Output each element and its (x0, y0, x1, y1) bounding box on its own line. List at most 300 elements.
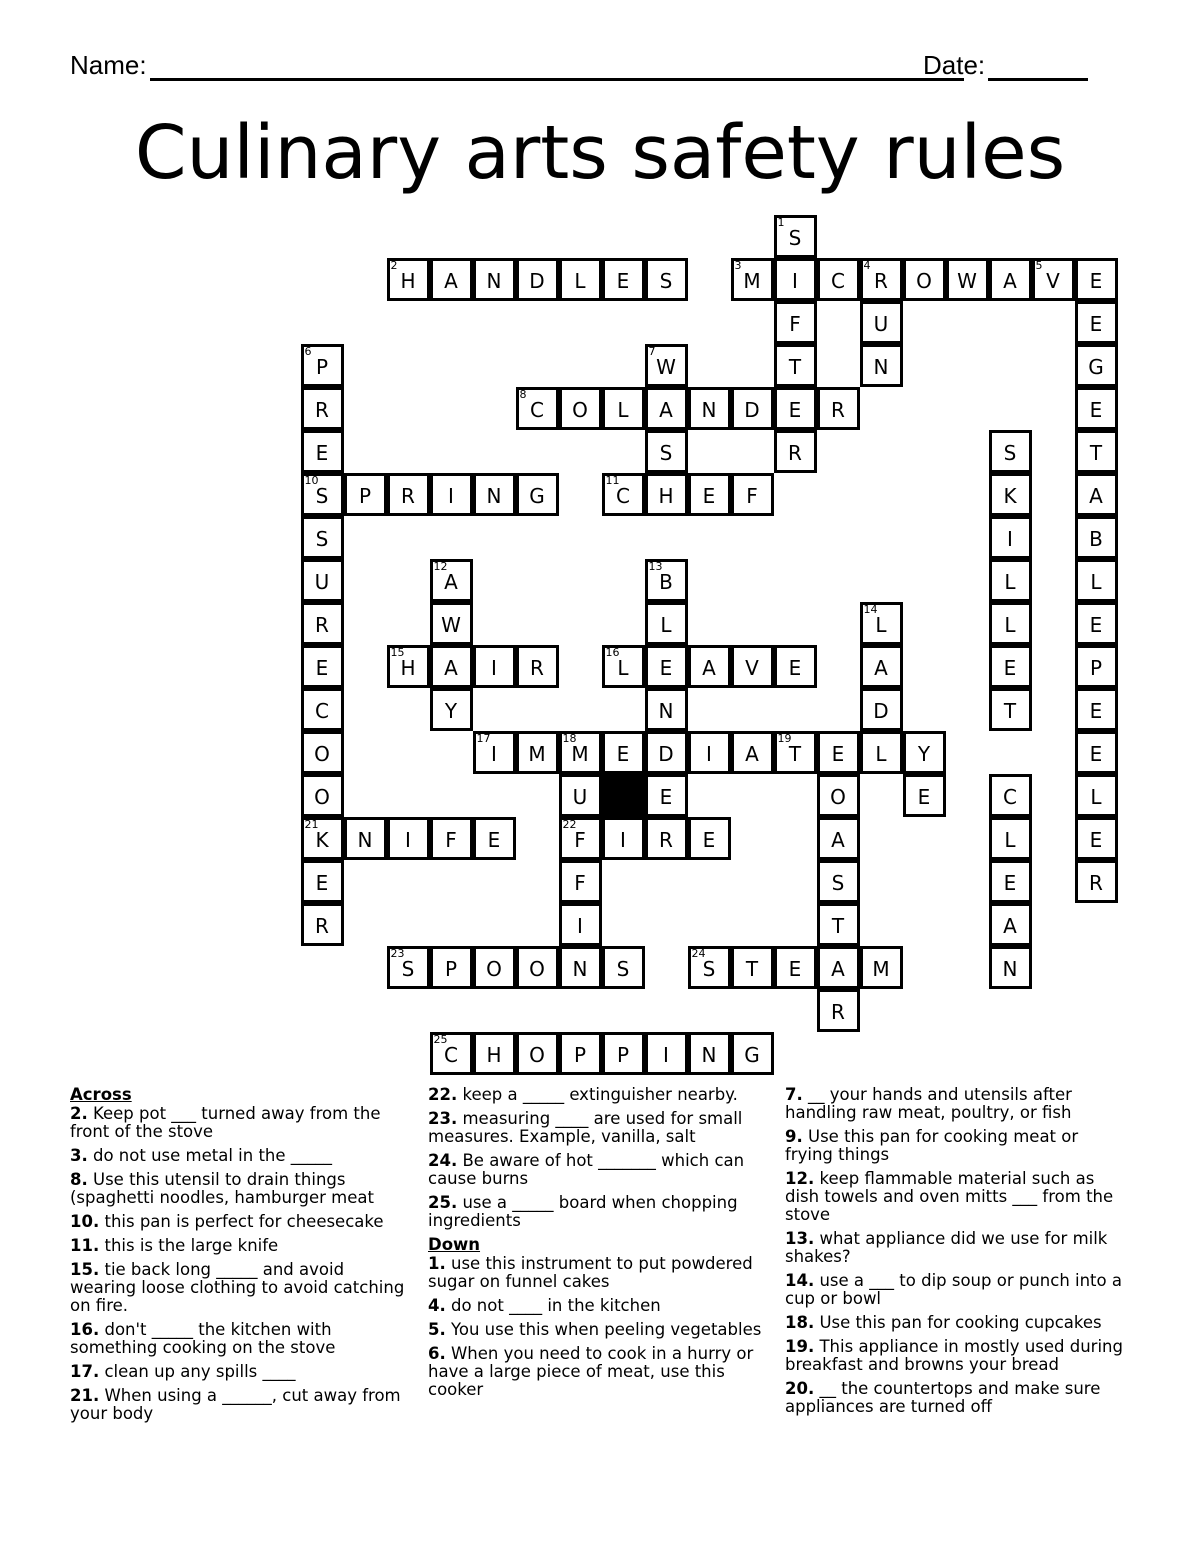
clue-item-text: what appliance did we use for milk shakes? (785, 1229, 1108, 1266)
grid-cell[interactable] (731, 1032, 774, 1075)
cell-letter: W (441, 612, 461, 637)
clue-number: 6 (304, 344, 312, 358)
grid-cell[interactable] (1075, 430, 1118, 473)
grid-cell[interactable] (817, 946, 860, 989)
cell-letter: D (658, 741, 674, 766)
grid-cell[interactable] (301, 473, 344, 516)
cell-letter: N (658, 698, 674, 723)
clue-number: 5 (1035, 258, 1043, 272)
grid-cell[interactable] (946, 258, 989, 301)
grid-cell[interactable] (430, 688, 473, 731)
grid-cell[interactable] (1075, 387, 1118, 430)
grid-cell[interactable] (516, 473, 559, 516)
clue-item (785, 1170, 1125, 1224)
cell-letter: E (1003, 870, 1017, 895)
grid-cell[interactable] (1075, 301, 1118, 344)
grid-cell[interactable] (989, 258, 1032, 301)
cell-letter: F (746, 483, 758, 508)
cell-letter: U (314, 569, 330, 594)
cell-letter: L (875, 741, 887, 766)
cell-letter: N (572, 956, 588, 981)
grid-cell[interactable] (602, 1032, 645, 1075)
grid-cell[interactable] (473, 946, 516, 989)
grid-cell[interactable] (301, 688, 344, 731)
grid-cell[interactable] (301, 559, 344, 602)
grid-cell[interactable] (989, 516, 1032, 559)
grid-cell[interactable] (301, 860, 344, 903)
cell-letter: M (872, 956, 890, 981)
cell-letter: L (1004, 612, 1016, 637)
grid-cell[interactable] (1075, 258, 1118, 301)
clue-item (70, 1321, 415, 1357)
grid-cell[interactable] (387, 817, 430, 860)
grid-cell[interactable] (516, 1032, 559, 1075)
cell-letter: T (831, 913, 845, 938)
cell-letter: T (788, 741, 802, 766)
grid-cell[interactable] (645, 258, 688, 301)
grid-cell[interactable] (774, 430, 817, 473)
grid-cell[interactable] (344, 817, 387, 860)
grid-cell[interactable] (860, 645, 903, 688)
cell-letter: P (358, 483, 372, 508)
clue-item (70, 1105, 415, 1141)
clue-item (428, 1345, 768, 1399)
cell-letter: N (701, 1042, 717, 1067)
cell-letter: A (702, 655, 716, 680)
clue-number: 19 (777, 731, 792, 745)
clue-number: 21 (304, 817, 319, 831)
grid-cell[interactable] (301, 387, 344, 430)
cell-letter: V (1046, 268, 1060, 293)
grid-cell[interactable] (774, 731, 817, 774)
cell-letter: A (659, 397, 673, 422)
clue-item-number: 16. (70, 1320, 100, 1339)
grid-cell[interactable] (645, 645, 688, 688)
grid-cell[interactable] (602, 387, 645, 430)
clue-item (428, 1152, 768, 1188)
cell-letter: N (701, 397, 717, 422)
cell-letter: L (1004, 569, 1016, 594)
grid-cell[interactable] (516, 258, 559, 301)
grid-cell[interactable] (559, 387, 602, 430)
cell-letter: A (831, 956, 845, 981)
grid-cell[interactable] (473, 258, 516, 301)
cell-letter: D (529, 268, 545, 293)
grid-cell[interactable] (1075, 559, 1118, 602)
grid-cell[interactable] (989, 430, 1032, 473)
grid-cell[interactable] (301, 774, 344, 817)
grid-cell[interactable] (602, 473, 645, 516)
clue-item-text: When using a ______, cut away from your body (70, 1386, 401, 1423)
grid-cell[interactable] (774, 344, 817, 387)
cell-letter: A (444, 655, 458, 680)
grid-cell[interactable] (860, 258, 903, 301)
clue-item (785, 1128, 1125, 1164)
grid-cell[interactable] (1075, 731, 1118, 774)
cell-letter: P (1089, 655, 1103, 680)
grid-cell[interactable] (1032, 258, 1075, 301)
clue-item (428, 1321, 768, 1339)
grid-cell[interactable] (387, 473, 430, 516)
grid-cell[interactable] (1075, 602, 1118, 645)
down-clue-list (428, 1255, 768, 1399)
grid-cell[interactable] (1075, 688, 1118, 731)
grid-cell[interactable] (860, 301, 903, 344)
grid-cell[interactable] (731, 258, 774, 301)
grid-cell[interactable] (989, 473, 1032, 516)
grid-cell[interactable] (473, 473, 516, 516)
grid-cell[interactable] (688, 387, 731, 430)
grid-cell[interactable] (301, 731, 344, 774)
grid-cell[interactable] (989, 688, 1032, 731)
clue-number: 12 (433, 559, 448, 573)
cell-letter: O (486, 956, 502, 981)
grid-cell[interactable] (731, 946, 774, 989)
clues-column-1 (70, 1086, 415, 1429)
grid-cell[interactable] (516, 645, 559, 688)
grid-cell[interactable] (559, 946, 602, 989)
grid-cell[interactable] (903, 731, 946, 774)
cell-letter: Y (917, 741, 931, 766)
cell-letter: U (572, 784, 588, 809)
grid-cell[interactable] (989, 602, 1032, 645)
cell-letter: M (528, 741, 546, 766)
grid-cell[interactable] (516, 731, 559, 774)
grid-cell[interactable] (989, 903, 1032, 946)
grid-cell[interactable] (645, 688, 688, 731)
grid-cell[interactable] (473, 645, 516, 688)
grid-cell[interactable] (817, 731, 860, 774)
clue-item-number: 3. (70, 1146, 88, 1165)
grid-cell[interactable] (559, 774, 602, 817)
clue-item-text: __ the countertops and make sure appliances are turned off (785, 1379, 1101, 1416)
cell-letter: I (1007, 526, 1013, 551)
cell-letter: R (788, 440, 802, 465)
grid-cell[interactable] (774, 258, 817, 301)
clue-item (70, 1171, 415, 1207)
grid-cell[interactable] (989, 946, 1032, 989)
grid-cell[interactable] (645, 387, 688, 430)
clue-item-number: 6. (428, 1344, 446, 1363)
cell-letter: S (401, 956, 415, 981)
clue-number: 8 (519, 387, 527, 401)
cell-letter: G (529, 483, 545, 508)
grid-cell[interactable] (473, 1032, 516, 1075)
cell-letter: F (574, 870, 586, 895)
grid-cell[interactable] (430, 645, 473, 688)
clue-item-text: This appliance in mostly used during breakfast and browns your bread (785, 1337, 1123, 1374)
grid-cell[interactable] (860, 344, 903, 387)
clue-item (785, 1086, 1125, 1122)
cell-letter: E (659, 784, 673, 809)
grid-cell[interactable] (989, 645, 1032, 688)
clue-number: 13 (648, 559, 663, 573)
grid-cell[interactable] (516, 387, 559, 430)
grid-cell[interactable] (731, 473, 774, 516)
grid-cell[interactable] (817, 817, 860, 860)
grid-cell[interactable] (301, 602, 344, 645)
grid-cell[interactable] (1075, 774, 1118, 817)
grid-cell[interactable] (1075, 817, 1118, 860)
clue-item-text: do not use metal in the _____ (87, 1146, 333, 1165)
grid-cell[interactable] (688, 731, 731, 774)
clue-number: 7 (648, 344, 656, 358)
cell-letter: T (788, 354, 802, 379)
grid-cell[interactable] (1075, 344, 1118, 387)
grid-cell[interactable] (645, 774, 688, 817)
grid-cell[interactable] (430, 602, 473, 645)
cell-letter: S (315, 483, 329, 508)
grid-cell[interactable] (774, 387, 817, 430)
cell-letter: S (702, 956, 716, 981)
grid-cell[interactable] (602, 946, 645, 989)
grid-cell[interactable] (430, 1032, 473, 1075)
cell-letter: V (745, 655, 759, 680)
grid-cell[interactable] (387, 258, 430, 301)
cell-letter: E (831, 741, 845, 766)
grid-cell[interactable] (860, 946, 903, 989)
cell-letter: O (314, 741, 330, 766)
across-header: Across (70, 1085, 132, 1104)
grid-cell[interactable] (430, 258, 473, 301)
cell-letter: R (315, 612, 329, 637)
clue-item (428, 1255, 768, 1291)
grid-cell[interactable] (731, 387, 774, 430)
cell-letter: S (315, 526, 329, 551)
grid-cell[interactable] (430, 559, 473, 602)
cell-letter: W (957, 268, 977, 293)
grid-cell[interactable] (559, 731, 602, 774)
grid-cell[interactable] (774, 301, 817, 344)
grid-cell[interactable] (473, 731, 516, 774)
cell-letter: E (917, 784, 931, 809)
cell-letter: D (873, 698, 889, 723)
grid-cell[interactable] (688, 946, 731, 989)
cell-letter: S (788, 225, 802, 250)
grid-cell[interactable] (1075, 516, 1118, 559)
grid-cell[interactable] (559, 903, 602, 946)
grid-cell[interactable] (602, 258, 645, 301)
down-header: Down (428, 1235, 481, 1254)
grid-cell[interactable] (989, 559, 1032, 602)
cell-letter: O (572, 397, 588, 422)
grid-cell[interactable] (301, 645, 344, 688)
cell-letter: N (486, 268, 502, 293)
cell-letter: F (445, 827, 457, 852)
clue-item-text: this is the large knife (99, 1236, 279, 1255)
cell-letter: E (788, 655, 802, 680)
grid-cell[interactable] (989, 817, 1032, 860)
cell-letter: E (1003, 655, 1017, 680)
grid-cell[interactable] (301, 516, 344, 559)
grid-cell[interactable] (989, 860, 1032, 903)
clue-item-number: 14. (785, 1271, 815, 1290)
cell-letter: S (831, 870, 845, 895)
grid-cell[interactable] (559, 860, 602, 903)
clue-item-number: 21. (70, 1386, 100, 1405)
grid-cell[interactable] (516, 946, 559, 989)
grid-cell[interactable] (559, 258, 602, 301)
grid-cell[interactable] (817, 258, 860, 301)
clue-item (785, 1338, 1125, 1374)
cell-letter: E (1089, 311, 1103, 336)
grid-cell[interactable] (903, 774, 946, 817)
grid-cell[interactable] (817, 903, 860, 946)
grid-cell[interactable] (559, 1032, 602, 1075)
clue-item-number: 25. (428, 1193, 458, 1212)
cell-letter: R (659, 827, 673, 852)
grid-cell[interactable] (602, 817, 645, 860)
cell-letter: E (315, 655, 329, 680)
cell-letter: C (530, 397, 544, 422)
cell-letter: T (1003, 698, 1017, 723)
clue-item (70, 1261, 415, 1315)
clues-column-3 (785, 1086, 1125, 1422)
clue-number: 1 (777, 215, 785, 229)
cell-letter: A (444, 268, 458, 293)
cell-letter: N (873, 354, 889, 379)
cell-letter: Y (444, 698, 458, 723)
grid-cell[interactable] (989, 774, 1032, 817)
grid-cell[interactable] (688, 473, 731, 516)
clue-item-text: Use this pan for cooking meat or frying things (785, 1127, 1079, 1164)
cell-letter: M (571, 741, 589, 766)
grid-cell[interactable] (860, 688, 903, 731)
grid-block (602, 774, 645, 817)
grid-cell[interactable] (817, 774, 860, 817)
grid-cell[interactable] (430, 946, 473, 989)
cell-letter: I (448, 483, 454, 508)
grid-cell[interactable] (645, 602, 688, 645)
cell-letter: F (789, 311, 801, 336)
cell-letter: E (487, 827, 501, 852)
clue-item (70, 1363, 415, 1381)
grid-cell[interactable] (645, 559, 688, 602)
grid-cell[interactable] (645, 344, 688, 387)
cell-letter: A (444, 569, 458, 594)
grid-cell[interactable] (602, 645, 645, 688)
grid-cell[interactable] (602, 731, 645, 774)
cell-letter: R (831, 397, 845, 422)
clue-item-number: 22. (428, 1085, 458, 1104)
cell-letter: A (1003, 268, 1017, 293)
clue-item-number: 11. (70, 1236, 100, 1255)
grid-cell[interactable] (559, 817, 602, 860)
cell-letter: E (1089, 612, 1103, 637)
cell-letter: D (744, 397, 760, 422)
grid-cell[interactable] (688, 817, 731, 860)
grid-cell[interactable] (688, 1032, 731, 1075)
cell-letter: E (702, 483, 716, 508)
grid-cell[interactable] (430, 817, 473, 860)
grid-cell[interactable] (645, 731, 688, 774)
cell-letter: I (491, 741, 497, 766)
clue-number: 3 (734, 258, 742, 272)
cell-letter: I (405, 827, 411, 852)
grid-cell[interactable] (903, 258, 946, 301)
grid-cell[interactable] (387, 946, 430, 989)
cell-letter: K (315, 827, 329, 852)
grid-cell[interactable] (860, 731, 903, 774)
cell-letter: L (574, 268, 586, 293)
grid-cell[interactable] (1075, 473, 1118, 516)
clue-item-number: 5. (428, 1320, 446, 1339)
grid-cell[interactable] (301, 430, 344, 473)
cell-letter: N (486, 483, 502, 508)
clue-number: 16 (605, 645, 620, 659)
grid-cell[interactable] (817, 860, 860, 903)
grid-cell[interactable] (774, 215, 817, 258)
clue-item (70, 1147, 415, 1165)
grid-cell[interactable] (1075, 645, 1118, 688)
cell-letter: E (702, 827, 716, 852)
clue-item-text: this pan is perfect for cheesecake (99, 1212, 384, 1231)
cell-letter: P (616, 1042, 630, 1067)
grid-cell[interactable] (860, 602, 903, 645)
grid-cell[interactable] (645, 817, 688, 860)
grid-cell[interactable] (387, 645, 430, 688)
clue-item-text: Use this pan for cooking cupcakes (814, 1313, 1102, 1332)
grid-cell[interactable] (817, 387, 860, 430)
cell-letter: I (663, 1042, 669, 1067)
grid-cell[interactable] (430, 473, 473, 516)
grid-cell[interactable] (1075, 860, 1118, 903)
grid-cell[interactable] (774, 645, 817, 688)
grid-cell[interactable] (473, 817, 516, 860)
clue-item-text: Use this utensil to drain things (spaghetti noodles, hamburger meat (70, 1170, 374, 1207)
grid-cell[interactable] (645, 473, 688, 516)
grid-cell[interactable] (817, 989, 860, 1032)
cell-letter: R (874, 268, 888, 293)
cell-letter: A (831, 827, 845, 852)
grid-cell[interactable] (301, 344, 344, 387)
cell-letter: O (314, 784, 330, 809)
clue-number: 11 (605, 473, 620, 487)
clue-item-text: use this instrument to put powdered sugar on funnel cakes (428, 1254, 753, 1291)
cell-letter: H (658, 483, 674, 508)
clue-item (428, 1110, 768, 1146)
cell-letter: N (357, 827, 373, 852)
grid-cell[interactable] (688, 645, 731, 688)
name-label: Name: (70, 50, 147, 80)
cell-letter: R (530, 655, 544, 680)
clue-item-number: 4. (428, 1296, 446, 1315)
grid-cell[interactable] (731, 645, 774, 688)
cell-letter: T (1089, 440, 1103, 465)
cell-letter: P (444, 956, 458, 981)
clue-item-text: don't _____ the kitchen with something cooking on the stove (70, 1320, 336, 1357)
cell-letter: L (617, 397, 629, 422)
cell-letter: E (1089, 268, 1103, 293)
grid-cell[interactable] (645, 430, 688, 473)
cell-letter: A (1003, 913, 1017, 938)
cell-letter: C (831, 268, 845, 293)
clue-item-text: Be aware of hot _______ which can cause burns (428, 1151, 745, 1188)
grid-cell[interactable] (301, 817, 344, 860)
cell-letter: E (315, 870, 329, 895)
cell-letter: C (1003, 784, 1017, 809)
grid-cell[interactable] (301, 903, 344, 946)
cell-letter: O (529, 1042, 545, 1067)
grid-cell[interactable] (344, 473, 387, 516)
grid-cell[interactable] (774, 946, 817, 989)
grid-cell[interactable] (645, 1032, 688, 1075)
clues-column-2 (428, 1086, 768, 1405)
cell-letter: E (659, 655, 673, 680)
clue-item (785, 1230, 1125, 1266)
cell-letter: T (745, 956, 759, 981)
grid-cell[interactable] (731, 731, 774, 774)
